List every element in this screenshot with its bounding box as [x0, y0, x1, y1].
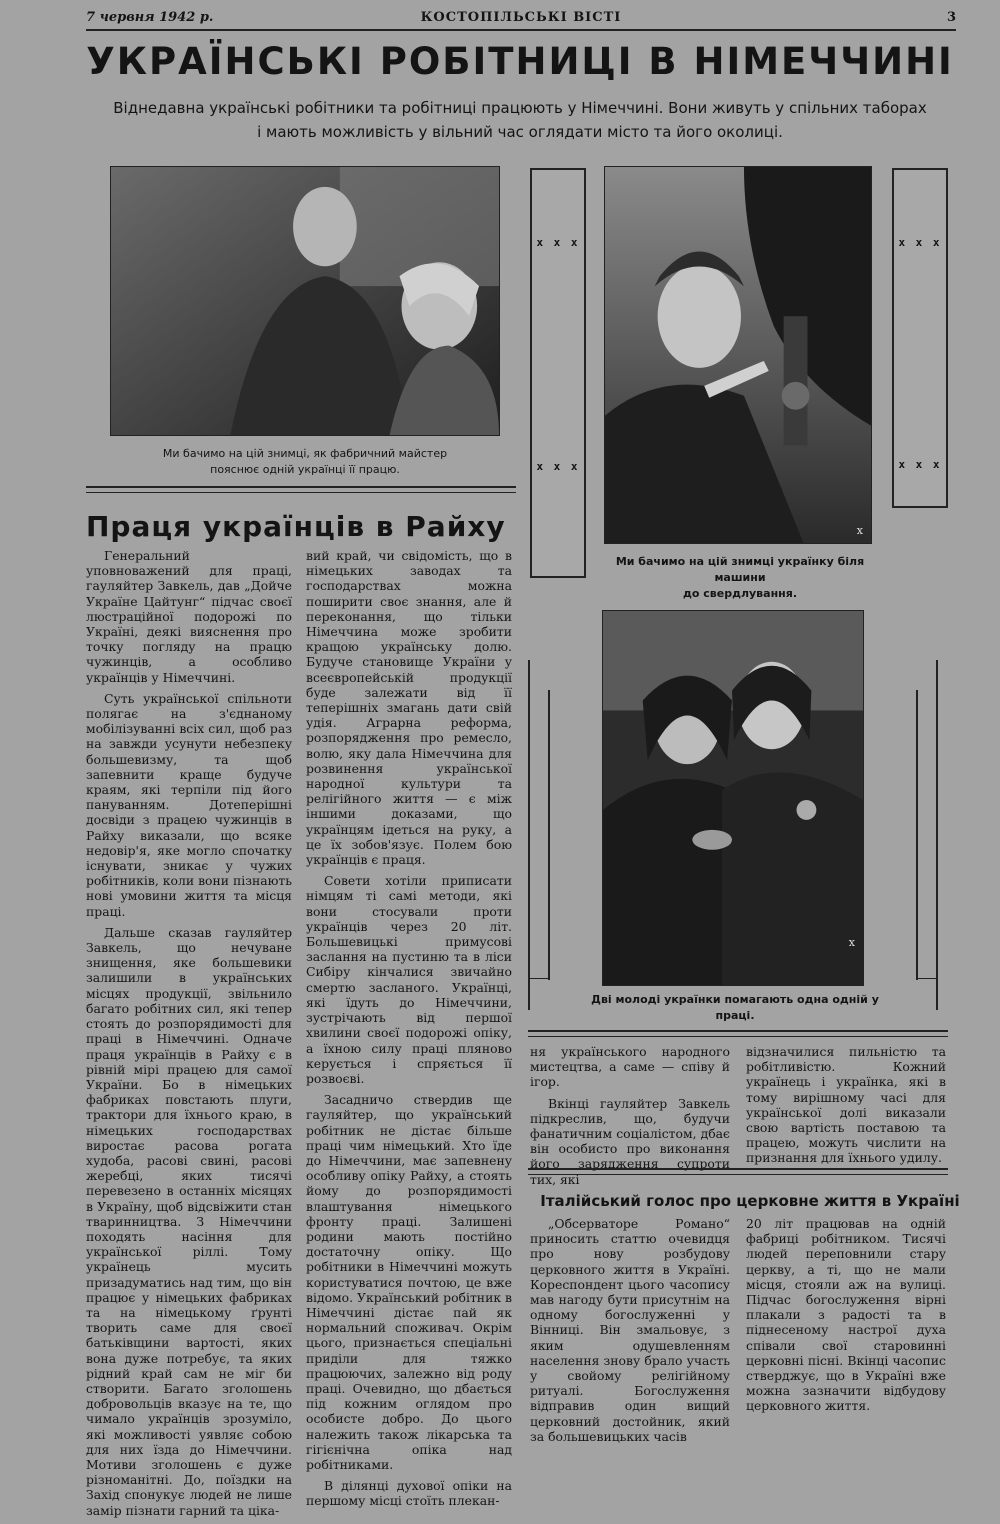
article1-column-1 — [86, 548, 292, 1524]
frame-line-left-inner — [548, 690, 550, 980]
newspaper-name: КОСТОПІЛЬСЬКІ ВІСТІ — [420, 10, 622, 25]
article2-column-1 — [530, 1216, 730, 1450]
xmark-row-bottom-right: x x x — [898, 458, 942, 471]
article1-col1-paragraph: Генеральний уповноважений для праці, гауляйтер Завкель, дав „Дойче Україне Цайтунг“ підчас своєї люстраційної подорожі по Україні, деякі вияснення про точку погляду на працю чужинців, а особливо українців у Німеччині. — [86, 548, 292, 685]
section-divider-right-thin — [528, 1036, 948, 1037]
subheadline-line-1: Віднедавна українські робітники та робітниці працюють у Німеччині. Вони живуть у спільних таборах — [113, 99, 927, 117]
decorative-side-panel-right — [892, 168, 948, 508]
frame-line-left-outer — [528, 660, 530, 1010]
section-divider-left-thin — [86, 492, 516, 493]
photo1-caption-line-1: Ми бачимо на цій знимці, як фабричний майстер — [162, 447, 448, 460]
photo1-caption-line-2: пояснює одній українці її працю. — [210, 463, 400, 476]
article2-col1-paragraph: „Обсерваторе Романо“ приносить статтю очевидця про нову розбудову церковного життя в Україні. Кореспондент цього часопису мав нагоду бути присутнім на одному богослуженні у Вінниці. Він змальовує, з яким одушевленням населення знову брало участь у свойому релігійному ритуалі. Богослуження відправив один вищий церковний достойник, який за большевицьких часів — [530, 1216, 730, 1444]
xmark-row-top-right: x x x — [898, 236, 942, 249]
article1-column-2 — [306, 548, 512, 1515]
article1-col4-paragraph: відзначилися пильністю та робітливістю. Кожний українець і українка, які в тому вирішному часі для української долі виказали свою вартість поставою та працею, можуть числити на признання для їхнього удилу. — [746, 1044, 946, 1166]
article1-col3-paragraph: ня українського народного мистецтва, а саме — співу й ігор. — [530, 1044, 730, 1090]
photo-foreman-and-worker — [110, 166, 500, 436]
photo3-corner-mark: х — [848, 936, 855, 949]
frame-line-left-foot — [528, 978, 550, 979]
issue-date: 7 червня 1942 р. — [86, 10, 214, 25]
frame-line-right-foot — [916, 978, 938, 979]
article1-title: Праця українців в Райху — [86, 510, 506, 543]
photo-two-young-women — [602, 610, 864, 986]
subheadline-line-2: і мають можливість у вільний час оглядати місто та його околиці. — [257, 123, 783, 141]
article1-col3-paragraph: Вкінці гауляйтер Завкель підкреслив, що, будучи фанатичним соціалістом, дбає він особисто про виконання його зарядження супроти тих, які — [530, 1095, 730, 1187]
article1-col1-paragraph: Дальше сказав гауляйтер Завкель, що нечуване знищення, яке большевики залишили в українських місцях продукції, звільнило багато робітних сил, які тепер стоять до розпорядимості для праці в Німеччині. Одначе праця українців в Райху є в рівній мірі працею для самої України. Бо в німецьких фабриках повстають плуги, трактори для їхнього краю, в німецьких господарствах виростає расова рогата худоба, расові свині, расові жеребці, яких тисячі перевезено в останніх місяцях в Україну, щоб відсвіжити стан тваринництва. З Німеччини походять насіння для української ріллі. Тому українець мусить призадуматись над тим, що він працює у німецьких фабриках та на німецькому ґрунті творить саме для своєї батьківщини вартості, яких вона дуже потребує, та яких рідний край сам не міг би створити. Багато зголошень добровольців вказує на те, що чимало українців зрозуміло, які можливості уявляє собою для них їзда до Німеччини. Мотиви зголошень є дуже різноманітні. До, поїздки на Захід спонукує людей не лише замір пізнати гарний та ціка- — [86, 924, 292, 1518]
main-headline: УКРАЇНСЬКІ РОБІТНИЦІ В НІМЕЧЧИНІ — [86, 40, 954, 83]
photo2-caption-line-1: Ми бачимо на цій знимці українку біля машини — [615, 555, 865, 584]
frame-line-right-outer — [936, 660, 938, 1010]
article2-col2-paragraph: 20 літ працював на одній фабриці робітником. Тисячі людей переповнили стару церкву, а ті, що не мали місця, стояли аж на вулиці. Підчас богослуження вірні плакали з радості та в піднесеному настрої духа співали свої старовинні церковні пісні. Вкінці часопис стверджує, що в Україні вже можна зазначити відбудову церковного життя. — [746, 1216, 946, 1414]
article1-col2-paragraph: Совети хотіли приписати німцям ті самі методи, які вони стосували проти українців через 20 літ. Большевицькі примусові заслання на пустиню та в ліси Сибіру кінчалися звичайно смертю засланого. Українці, які їдуть до Німеччини, зустрічають від першої хвилини своєї подорожі опіку, а їхною силу праці пляново керується і спряється її розвоєві. — [306, 873, 512, 1086]
photo3-caption: Дві молоді українки помагають одна одній у праці. — [591, 993, 879, 1022]
article2-column-2 — [746, 1216, 946, 1420]
article2-title: Італійський голос про церковне життя в Україні — [540, 1192, 960, 1210]
masthead — [86, 8, 956, 30]
article1-col2-paragraph: Засадничо ствердив ще гауляйтер, що український робітник не дістає більше праці чим німецький. Хто їде до Німеччини, має запевнену особливу опіку Райху, а стоять йому до розпорядимості влаштування німецького фронту праці. Залишені родини мають постійно достаточну опіку. Що робітники в Німеччині можуть користуватися почтою, це вже відомо. Український робітник в Німеччині дістає пай як нормальний споживач. Окрім цього, признається спеціальні приділи для тяжко працюючих, залежно від роду праці. Очевидно, що дбається під кожним оглядом про особисте добро. До цього належить також лікарська та гігієнічна опіка над робітниками. — [306, 1092, 512, 1472]
article1-column-3 — [530, 1044, 730, 1193]
photo1-caption — [110, 446, 500, 478]
article1-col2-paragraph: вий край, чи свідомість, що в німецьких заводах та господарствах можна поширити своє знання, але й переконання, що тільки Німеччина може зробити кращою українську долю. Будуче становище України у всеєвропейській продукції буде залежати від її теперішніх змагань дати свій удія. Аграрна реформа, розпорядження про ремесло, волю, яку дала Німеччина для розвинення української народної культури та релігійного життя — є між іншими доказами, що українцям ідеться на руку, а це їх зобов'язує. Полем бою українців є праця. — [306, 548, 512, 868]
article2-divider — [528, 1168, 948, 1170]
subheadline — [70, 96, 970, 144]
section-divider-left — [86, 486, 516, 488]
masthead-rule — [86, 29, 956, 31]
section-divider-right — [528, 1030, 948, 1032]
frame-line-right-inner — [916, 690, 918, 980]
photo2-caption-line-2: до свердлування. — [682, 587, 798, 600]
photo-drilling-machine-worker — [604, 166, 872, 544]
article1-col1-paragraph: Суть української спільноти полягає на з'єднаному мобілізуванні всіх сил, щоб раз на завжди усунути небезпеку большевизму, та щоб запевнити краще будуче краям, які терпіли під його пануванням. Дотеперішні досвіди з працею чужинців в Райху виказали, що всяке недовір'я, яке могло спочатку існувати, зникає у чужих робітників, коли вони пізнають нові умовини життя та місця праці. — [86, 690, 292, 919]
page-number: 3 — [946, 10, 956, 25]
xmark-row-top: x x x — [536, 236, 580, 249]
xmark-row-bottom: x x x — [536, 460, 580, 473]
decorative-side-panel-left — [530, 168, 586, 578]
photo2-caption — [590, 554, 890, 602]
article1-col2-paragraph: В ділянці духової опіки на першому місці стоїть плекан- — [306, 1478, 512, 1509]
article2-divider-thin — [528, 1174, 948, 1175]
photo2-corner-mark: х — [856, 524, 863, 537]
article1-column-4 — [746, 1044, 946, 1172]
